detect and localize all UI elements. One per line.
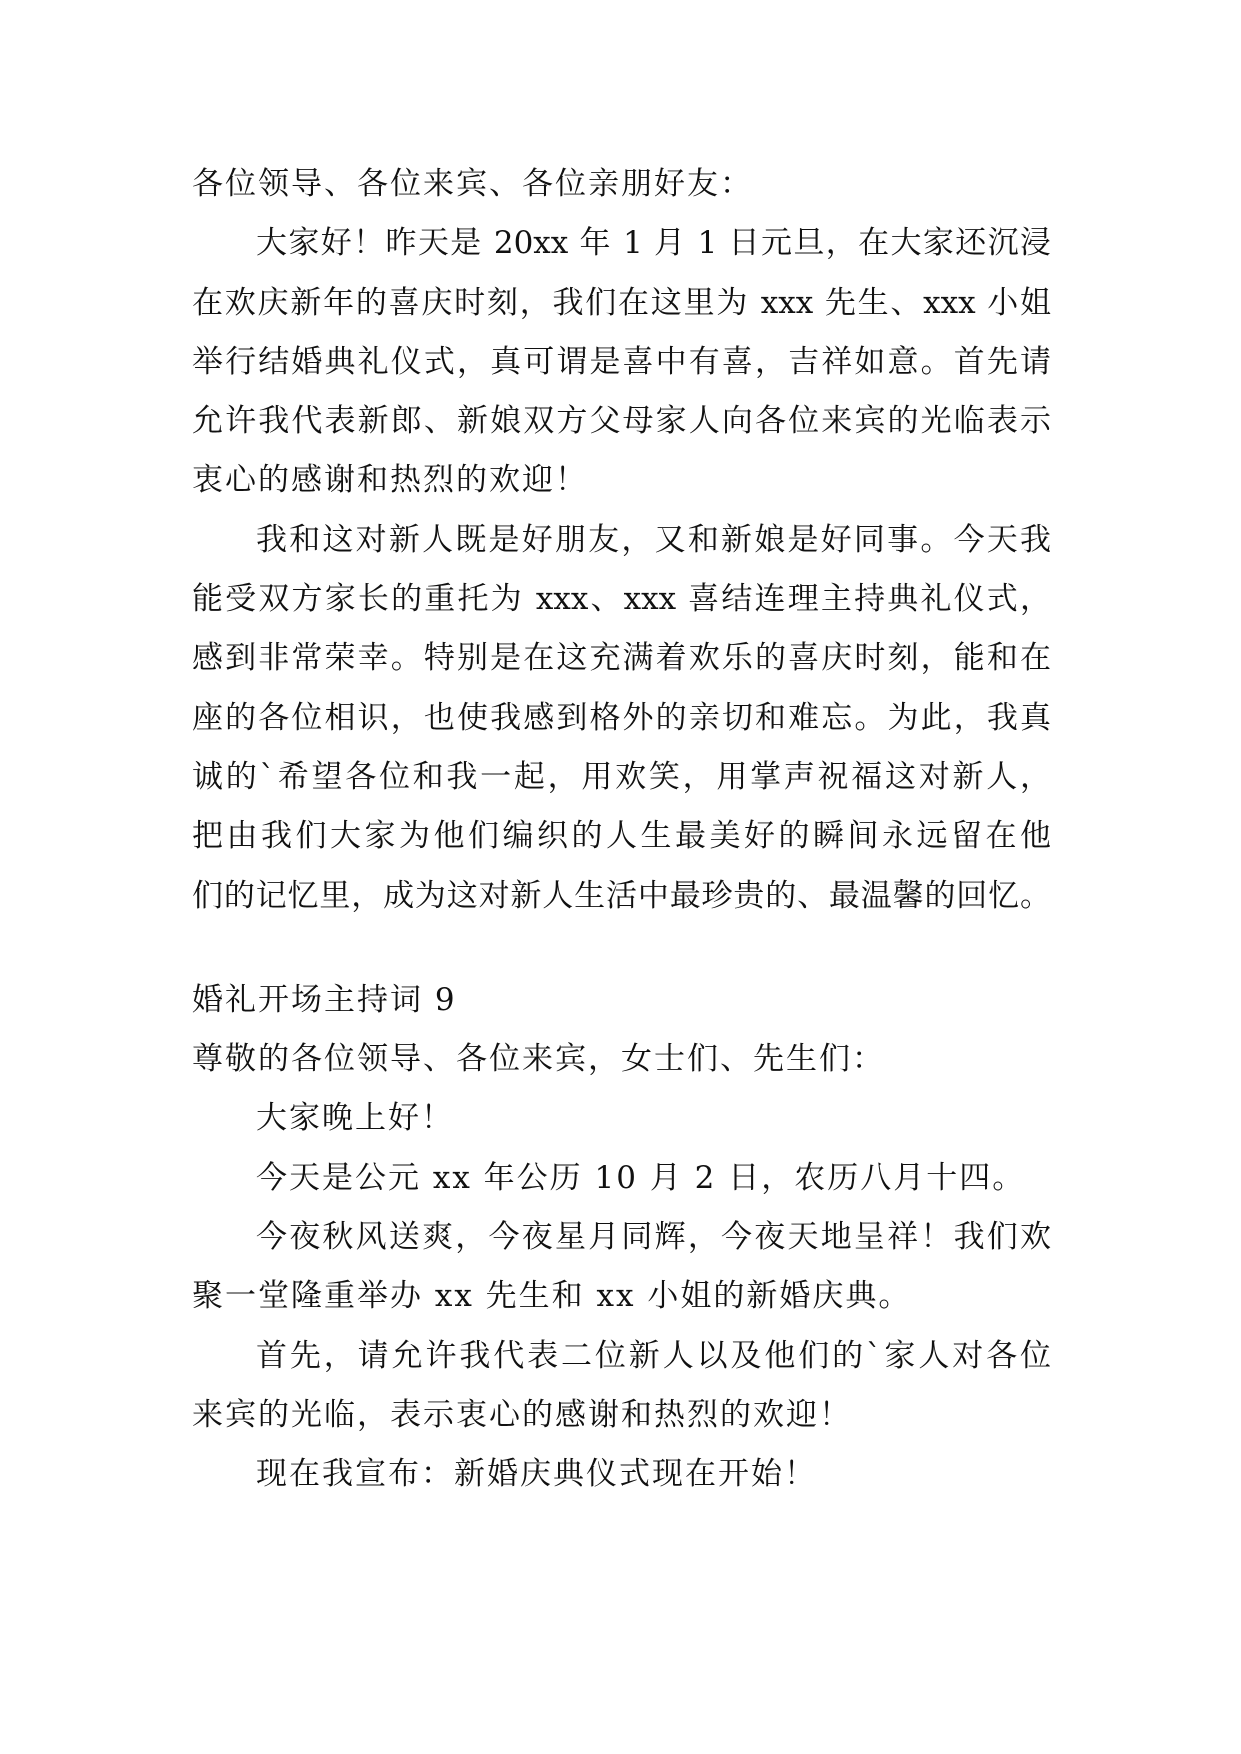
paragraph-line: 现在我宣布：新婚庆典仪式现在开始！ (256, 1456, 817, 1493)
paragraph-line: 把由我们大家为他们编织的人生最美好的瞬间永远留在他 (192, 818, 1051, 855)
paragraph-line: 今天是公元 xx 年公历 10 月 2 日，农历八月十四。 (256, 1159, 1026, 1196)
paragraph-line: 举行结婚典礼仪式，真可谓是喜中有喜，吉祥如意。首先请 (192, 343, 1051, 380)
paragraph-line: 大家好！昨天是 20xx 年 1 月 1 日元旦，在大家还沉浸 (256, 225, 1051, 262)
paragraph (192, 1327, 1051, 1446)
paragraph-line: 诚的`希望各位和我一起，用欢笑，用掌声祝福这对新人， (192, 758, 1051, 795)
paragraph-line: 大家晚上好！ (256, 1100, 454, 1137)
salutation: 各位领导、各位来宾、各位亲朋好友： (192, 166, 753, 202)
paragraph-line: 聚一堂隆重举办 xx 先生和 xx 小姐的新婚庆典。 (192, 1278, 912, 1315)
paragraph-line: 今夜秋风送爽，今夜星月同辉，今夜天地呈祥！我们欢 (256, 1219, 1051, 1256)
paragraph (192, 1445, 1051, 1504)
paragraph-line: 感到非常荣幸。特别是在这充满着欢乐的喜庆时刻，能和在 (192, 640, 1051, 677)
speech-part-1 (192, 155, 1051, 926)
paragraph-line: 在欢庆新年的喜庆时刻，我们在这里为 xxx 先生、xxx 小姐 (192, 284, 1051, 321)
paragraph (192, 214, 1051, 510)
paragraph-line: 座的各位相识，也使我感到格外的亲切和难忘。为此，我真 (192, 699, 1051, 736)
paragraph-line: 来宾的光临，表示衷心的感谢和热烈的欢迎！ (192, 1396, 852, 1433)
paragraph-line: 首先，请允许我代表二位新人以及他们的`家人对各位 (256, 1337, 1051, 1374)
paragraph-line: 们的记忆里，成为这对新人生活中最珍贵的、最温馨的回忆。 (192, 877, 1051, 914)
speech-part-2 (192, 971, 1051, 1505)
paragraph (192, 1208, 1051, 1327)
paragraph (192, 1149, 1051, 1208)
paragraph-line: 衷心的感谢和热烈的欢迎！ (192, 462, 588, 499)
salutation: 尊敬的各位领导、各位来宾，女士们、先生们： (192, 1041, 885, 1078)
section-heading: 婚礼开场主持词 9 (192, 981, 457, 1018)
paragraph (192, 1089, 1051, 1148)
paragraph-line: 我和这对新人既是好朋友，又和新娘是好同事。今天我 (256, 521, 1051, 558)
paragraph (192, 511, 1051, 926)
paragraph-line: 能受双方家长的重托为 xxx、xxx 喜结连理主持典礼仪式， (192, 581, 1051, 618)
paragraph-line: 允许我代表新郎、新娘双方父母家人向各位来宾的光临表示 (192, 403, 1051, 440)
document-body (192, 155, 1051, 1505)
